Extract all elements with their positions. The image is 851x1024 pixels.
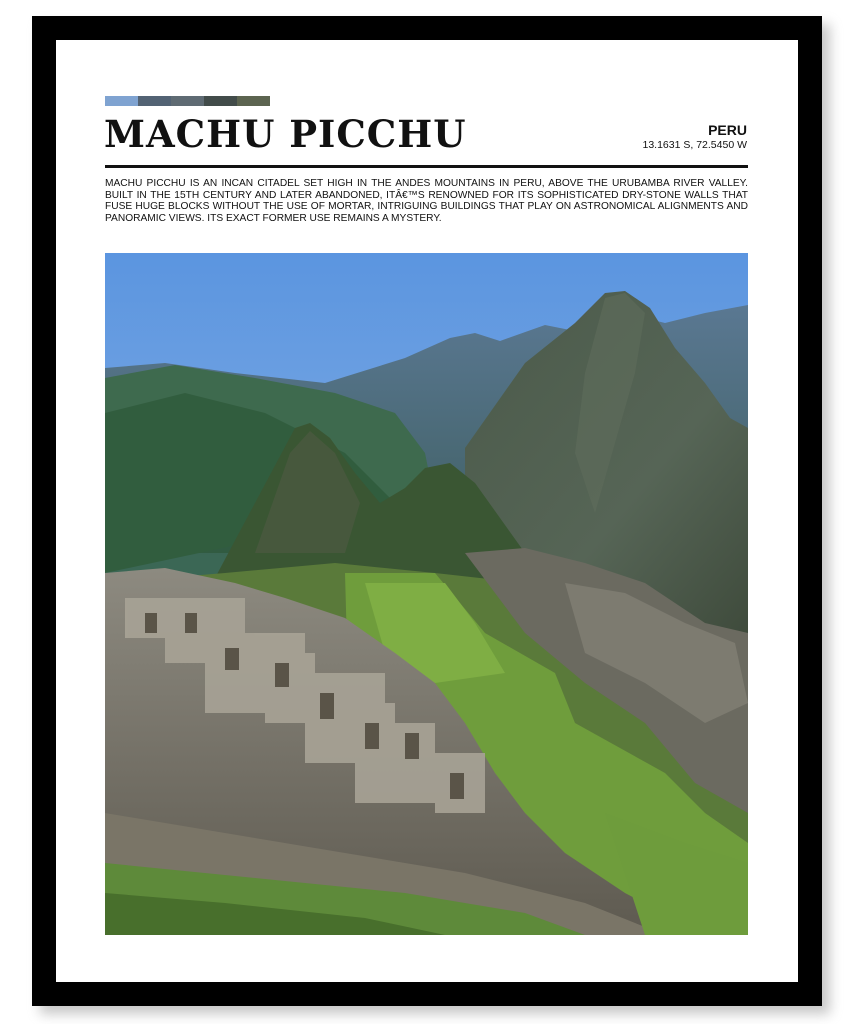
machu-picchu-photo <box>105 253 748 935</box>
description-text: MACHU PICCHU IS AN INCAN CITADEL SET HIGH IN THE ANDES MOUNTAINS IN PERU, ABOVE THE URUBAMBA RIVER VALLEY. BUILT IN THE 15TH CENTURY AND LATER ABANDONED, ITÂ€™S RENOWNED FOR ITS SOPHISTICATED DRY-STONE WALLS THAT FUSE HUGE BLOCKS WITHOUT THE USE OF MORTAR, INTRIGUING BUILDINGS THAT PLAY ON ASTRONOMICAL ALIGNMENTS AND PANORAMIC VIEWS. ITS EXACT FORMER USE REMAINS A MYSTERY. <box>105 178 748 224</box>
title-divider <box>105 165 748 168</box>
palette-swatch <box>204 96 237 106</box>
palette-swatch <box>138 96 171 106</box>
country-label: PERU <box>708 122 747 138</box>
palette-swatch <box>237 96 270 106</box>
color-palette <box>105 96 270 106</box>
coordinates-label: 13.1631 S, 72.5450 W <box>642 139 747 151</box>
palette-swatch <box>171 96 204 106</box>
poster-title: MACHU PICCHU <box>104 112 467 156</box>
palette-swatch <box>105 96 138 106</box>
